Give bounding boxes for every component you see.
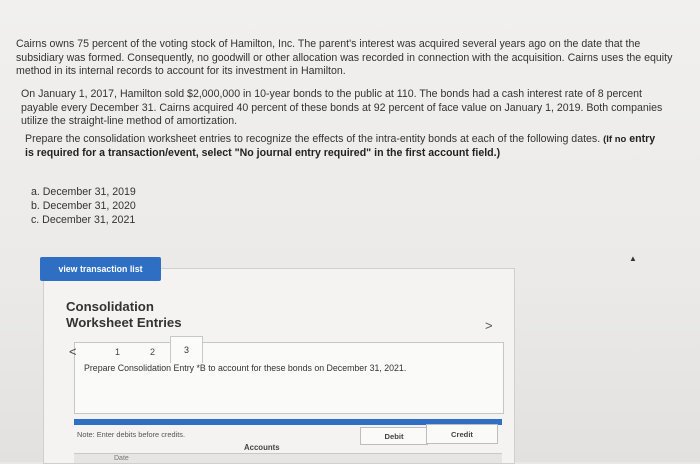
date-item-a: a. December 31, 2019 (31, 186, 136, 198)
date-item-c: c. December 31, 2021 (31, 213, 136, 226)
date-item-b: b. December 31, 2020 (31, 199, 136, 212)
column-credit: Credit (426, 424, 498, 444)
page-tab-3[interactable]: 3 (170, 336, 203, 363)
journal-table-header (74, 419, 502, 462)
chevron-left-icon[interactable]: < (69, 344, 77, 359)
page-tab-2[interactable]: 2 (150, 347, 156, 357)
instructions-text: Prepare the consolidation worksheet entries to recognize the effects of the intra-entity bonds at each of the following dates. (25, 133, 601, 145)
entry-instruction-box (74, 342, 504, 414)
column-debit: Debit (360, 427, 428, 445)
chevron-right-icon[interactable]: > (485, 318, 493, 333)
page-tab-1[interactable]: 1 (115, 347, 121, 357)
view-transaction-list-button[interactable]: view transaction list (40, 257, 161, 281)
instructions-note-open: (If no (603, 134, 627, 145)
problem-instructions (25, 133, 665, 160)
date-list (31, 186, 136, 227)
panel-title-text: Consolidation Worksheet Entries (66, 299, 182, 330)
column-date: Date (114, 455, 129, 462)
entry-instruction-text: Prepare Consolidation Entry *B to account for these bonds on December 31, 2021. (84, 363, 407, 373)
panel-title (66, 299, 216, 331)
problem-paragraph-2: On January 1, 2017, Hamilton sold $2,000,000 in 10-year bonds to the public at 110. The bonds had a cash interest rate of 8 percent payable every December 31. Cairns acquired 40 percent of these bonds at 92 percent of face value on January 1, 2019. Both companies utilize the straight-line method of amortization. (21, 88, 663, 128)
note-text: Note: Enter debits before credits. (77, 430, 186, 439)
column-accounts: Accounts (244, 443, 280, 452)
problem-paragraph-1: Cairns owns 75 percent of the voting stock of Hamilton, Inc. The parent's interest was acquired several years ago on the date that the subsidiary was formed. Consequently, no goodwill or other allocation was recorded in connection with the acquisition. Cairns uses the equity method in its internal records to account for its investment in Hamilton. (16, 38, 673, 78)
instructions-note: entry is required for a transaction/event, select "No journal entry required" in the first account field.) (25, 133, 656, 159)
expand-icon[interactable]: ▲ (629, 254, 637, 263)
